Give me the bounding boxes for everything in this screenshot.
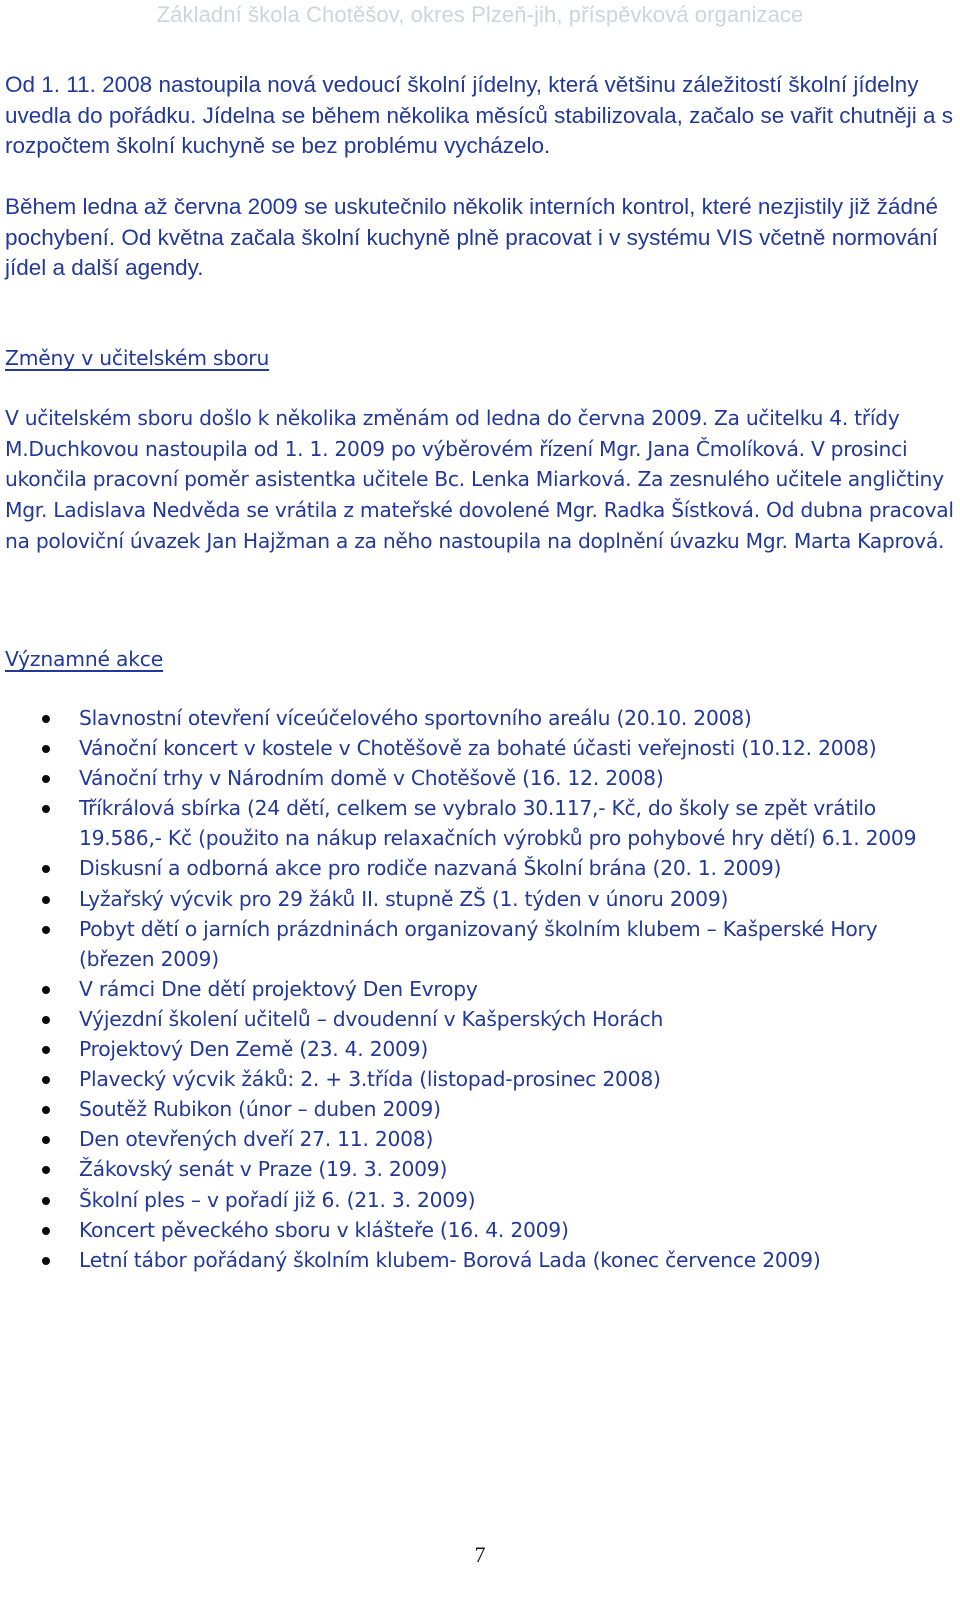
- page-number: 7: [474, 1542, 486, 1567]
- event-text: Plavecký výcvik žáků: 2. + 3.třída (listopad-prosinec 2008): [79, 1067, 661, 1092]
- events-list: [0, 703, 960, 1275]
- event-list-item: [0, 1034, 960, 1064]
- event-list-item: [0, 763, 960, 793]
- event-text: Den otevřených dveří 27. 11. 2008): [79, 1127, 434, 1152]
- bullet-icon: [42, 1197, 50, 1205]
- event-list-item: [0, 703, 960, 733]
- bullet-icon: [42, 1106, 50, 1114]
- event-list-item: [0, 1064, 960, 1094]
- event-text: Letní tábor pořádaný školním klubem- Borová Lada (konec července 2009): [79, 1247, 821, 1272]
- paragraph-controls: Během ledna až června 2009 se uskutečnilo několik interních kontrol, které nezjistily již žádné pochybení. Od května začala školní kuchyně plně pracovat i v systému VIS včetně normování jídel a další agendy.: [5, 194, 939, 281]
- bullet-icon: [42, 865, 50, 873]
- event-list-item: [0, 1004, 960, 1034]
- bullet-icon: [42, 715, 50, 723]
- event-list-item: [0, 1124, 960, 1154]
- bullet-icon: [42, 805, 50, 813]
- bullet-icon: [42, 1136, 50, 1144]
- bullet-icon: [42, 775, 50, 783]
- event-text: Školní ples – v pořadí již 6. (21. 3. 2009): [79, 1187, 476, 1212]
- event-text: Diskusní a odborná akce pro rodiče nazvaná Školní brána (20. 1. 2009): [79, 856, 782, 881]
- event-text: Projektový Den Země (23. 4. 2009): [79, 1037, 428, 1062]
- bullet-icon: [42, 1166, 50, 1174]
- staff-changes-heading: Změny v učitelském sboru: [5, 346, 270, 370]
- event-list-item: [0, 1154, 960, 1184]
- event-list-item: [0, 884, 960, 914]
- bullet-icon: [42, 926, 50, 934]
- event-text: Žákovský senát v Praze (19. 3. 2009): [79, 1157, 448, 1182]
- event-text: Lyžařský výcvik pro 29 žáků II. stupně ZŠ (1. týden v únoru 2009): [79, 886, 729, 911]
- page-header-title: Základní škola Chotěšov, okres Plzeň-jih, příspěvková organizace: [156, 2, 804, 27]
- event-list-item: [0, 1215, 960, 1245]
- event-text: Pobyt dětí o jarních prázdninách organizovaný školním klubem – Kašperské Hory (březen 2009): [79, 916, 878, 971]
- event-text: Koncert pěveckého sboru v klášteře (16. 4. 2009): [79, 1217, 569, 1242]
- event-text: Vánoční koncert v kostele v Chotěšově za bohaté účasti veřejnosti (10.12. 2008): [79, 736, 877, 761]
- event-list-item: [0, 1094, 960, 1124]
- bullet-icon: [42, 1046, 50, 1054]
- staff-changes-text: V učitelském sboru došlo k několika změnám od ledna do června 2009. Za učitelku 4. třídy M.Duchkovou nastoupila od 1. 1. 2009 po výběrovém řízení Mgr. Jana Čmolíková. V prosinci ukončila pracovní poměr asistentka učitele Bc. Lenka Miarková. Za zesnulého učitele angličtiny Mgr. Ladislava Nedvěda se vrátila z mateřské dovolené Mgr. Radka Šístková. Od dubna pracoval na poloviční úvazek Jan Hajžman a za něho nastoupila na doplnění úvazku Mgr. Marta Kaprová.: [5, 406, 954, 553]
- event-list-item: [0, 974, 960, 1004]
- bullet-icon: [42, 1227, 50, 1235]
- event-text: Soutěž Rubikon (únor – duben 2009): [79, 1097, 441, 1122]
- event-list-item: [0, 914, 960, 974]
- event-list-item: [0, 733, 960, 763]
- event-text: Tříkrálová sbírka (24 dětí, celkem se vybralo 30.117,- Kč, do školy se zpět vrátilo 19.586,- Kč (použito na nákup relaxačních výrobků pro pohybové hry dětí) 6.1. 2009: [79, 796, 917, 851]
- bullet-icon: [42, 745, 50, 753]
- event-text: Slavnostní otevření víceúčelového sportovního areálu (20.10. 2008): [79, 706, 752, 730]
- event-text: Výjezdní školení učitelů – dvoudenní v Kašperských Horách: [79, 1006, 664, 1031]
- event-text: V rámci Dne dětí projektový Den Evropy: [79, 976, 478, 1001]
- event-list-item: [0, 1185, 960, 1215]
- bullet-icon: [42, 1257, 50, 1265]
- events-heading: Významné akce: [5, 647, 163, 671]
- event-list-item: [0, 1245, 960, 1275]
- bullet-icon: [42, 1076, 50, 1084]
- bullet-icon: [42, 896, 50, 904]
- bullet-icon: [42, 1016, 50, 1024]
- paragraph-kitchen: Od 1. 11. 2008 nastoupila nová vedoucí školní jídelny, která většinu záležitostí školní jídelny uvedla do pořádku. Jídelna se během několika měsíců stabilizovala, začalo se vařit chutněji a s rozpočtem školní kuchyně se bez problému vycházelo.: [5, 72, 954, 159]
- event-list-item: [0, 853, 960, 883]
- event-list-item: [0, 793, 960, 853]
- event-text: Vánoční trhy v Národním domě v Chotěšově (16. 12. 2008): [79, 766, 664, 791]
- bullet-icon: [42, 986, 50, 994]
